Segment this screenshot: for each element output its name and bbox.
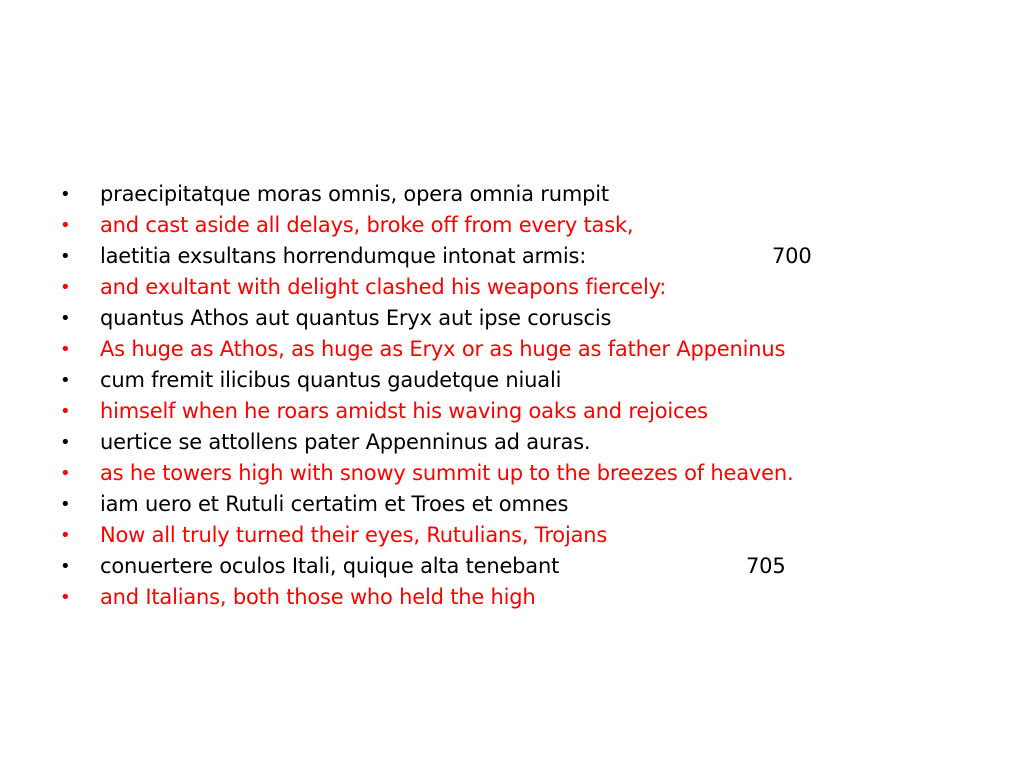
english-text: as he towers high with snowy summit up to the breezes of heaven. <box>100 461 794 485</box>
latin-text: laetitia exsultans horrendumque intonat armis: <box>100 244 587 268</box>
latin-text: quantus Athos aut quantus Eryx aut ipse coruscis <box>100 306 612 330</box>
bullet-icon: • <box>60 246 71 267</box>
bullet-icon: • <box>60 432 71 453</box>
bullet-icon: • <box>60 587 71 608</box>
bullet-icon: • <box>60 308 71 329</box>
bullet-icon: • <box>60 184 71 205</box>
latin-text: uertice se attollens pater Appenninus ad auras. <box>100 430 591 454</box>
bullet-icon: • <box>60 277 71 298</box>
line-number: 700 <box>772 244 812 268</box>
bullet-icon: • <box>60 401 71 422</box>
latin-text: iam uero et Rutuli certatim et Troes et omnes <box>100 492 569 516</box>
bullet-icon: • <box>60 370 71 391</box>
english-text: himself when he roars amidst his waving oaks and rejoices <box>100 399 708 423</box>
bullet-icon: • <box>60 556 71 577</box>
english-text: and Italians, both those who held the high <box>100 585 536 609</box>
english-text: Now all truly turned their eyes, Rutulians, Trojans <box>100 523 608 547</box>
bullet-icon: • <box>60 525 71 546</box>
bullet-icon: • <box>60 339 71 360</box>
english-text: and cast aside all delays, broke off from every task, <box>100 213 634 237</box>
english-text: and exultant with delight clashed his weapons fiercely: <box>100 275 667 299</box>
latin-text: praecipitatque moras omnis, opera omnia rumpit <box>100 182 609 206</box>
bullet-icon: • <box>60 494 71 515</box>
bullet-icon: • <box>60 215 71 236</box>
latin-text: conuertere oculos Itali, quique alta tenebant <box>100 554 560 578</box>
latin-text: cum fremit ilicibus quantus gaudetque niuali <box>100 368 562 392</box>
english-text: As huge as Athos, as huge as Eryx or as huge as father Appeninus <box>100 337 786 361</box>
bullet-icon: • <box>60 463 71 484</box>
line-number: 705 <box>746 554 786 578</box>
